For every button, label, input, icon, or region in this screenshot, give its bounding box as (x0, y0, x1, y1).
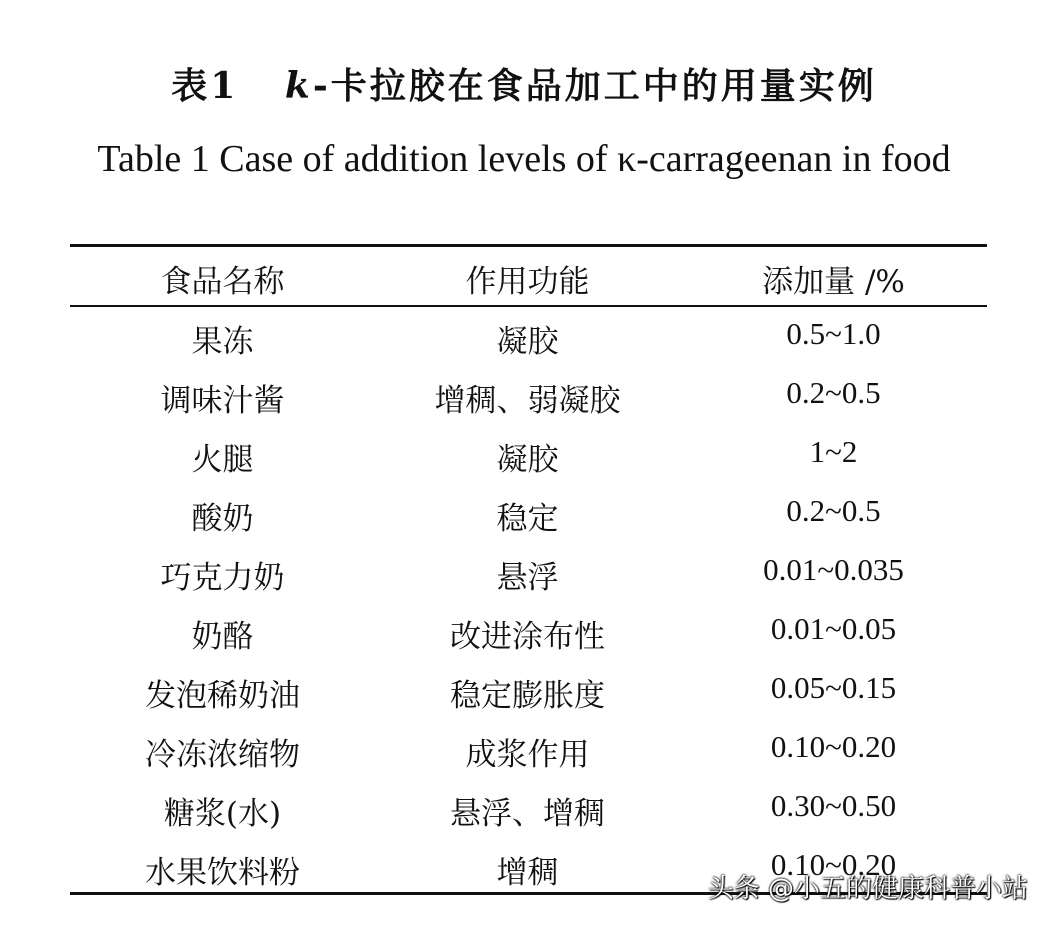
addition-level-cell: 0.2~0.5 (786, 493, 881, 528)
addition-level-cell: 0.5~1.0 (786, 316, 881, 351)
function-cell: 成浆作用 (465, 737, 590, 773)
food-name-cell: 酸奶 (191, 501, 254, 537)
function-cell: 稳定膨胀度 (450, 678, 605, 714)
addition-level-cell: 0.05~0.15 (770, 670, 897, 705)
addition-level-cell: 0.30~0.50 (770, 788, 897, 823)
header-addition-level: 添加量 /% (762, 264, 905, 300)
header-food-name: 食品名称 (160, 264, 285, 300)
table-top-rule (70, 244, 987, 247)
addition-level-cell: 1~2 (809, 434, 858, 469)
food-name-cell: 火腿 (191, 442, 254, 478)
food-name-cell: 水果饮料粉 (145, 855, 300, 891)
addition-level-cell: 0.2~0.5 (786, 375, 881, 410)
function-cell: 悬浮 (496, 560, 559, 596)
food-name-cell: 果冻 (191, 324, 254, 360)
function-cell: 悬浮、增稠 (450, 796, 605, 832)
function-cell: 凝胶 (496, 442, 559, 478)
watermark: 头条 @小五的健康科普小站 (707, 874, 1028, 904)
function-cell: 凝胶 (496, 324, 559, 360)
addition-level-cell: 0.10~0.20 (770, 847, 897, 882)
food-name-cell: 糖浆(水) (163, 796, 282, 832)
table-title-chinese (0, 58, 1048, 109)
food-name-cell: 巧克力奶 (160, 560, 285, 596)
title-chinese-text: -卡拉胶在食品加工中的用量实例 (312, 65, 877, 107)
addition-level-cell: 0.01~0.05 (770, 611, 897, 646)
addition-level-cell: 0.10~0.20 (770, 729, 897, 764)
function-cell: 稳定 (496, 501, 559, 537)
title-table-number: 表1 (171, 65, 239, 107)
function-cell: 改进涂布性 (450, 619, 605, 655)
function-cell: 增稠、弱凝胶 (434, 383, 621, 419)
food-name-cell: 发泡稀奶油 (145, 678, 300, 714)
food-name-cell: 奶酪 (191, 619, 254, 655)
table-header-rule (70, 305, 987, 307)
header-function: 作用功能 (465, 264, 590, 300)
addition-level-cell: 0.01~0.035 (763, 552, 904, 587)
table-title-english: Table 1 Case of addition levels of κ-carrageenan in food (97, 138, 951, 180)
title-italic-k: k (284, 65, 313, 107)
food-name-cell: 冷冻浓缩物 (145, 737, 300, 773)
food-name-cell: 调味汁酱 (160, 383, 285, 419)
function-cell: 增稠 (496, 855, 559, 891)
